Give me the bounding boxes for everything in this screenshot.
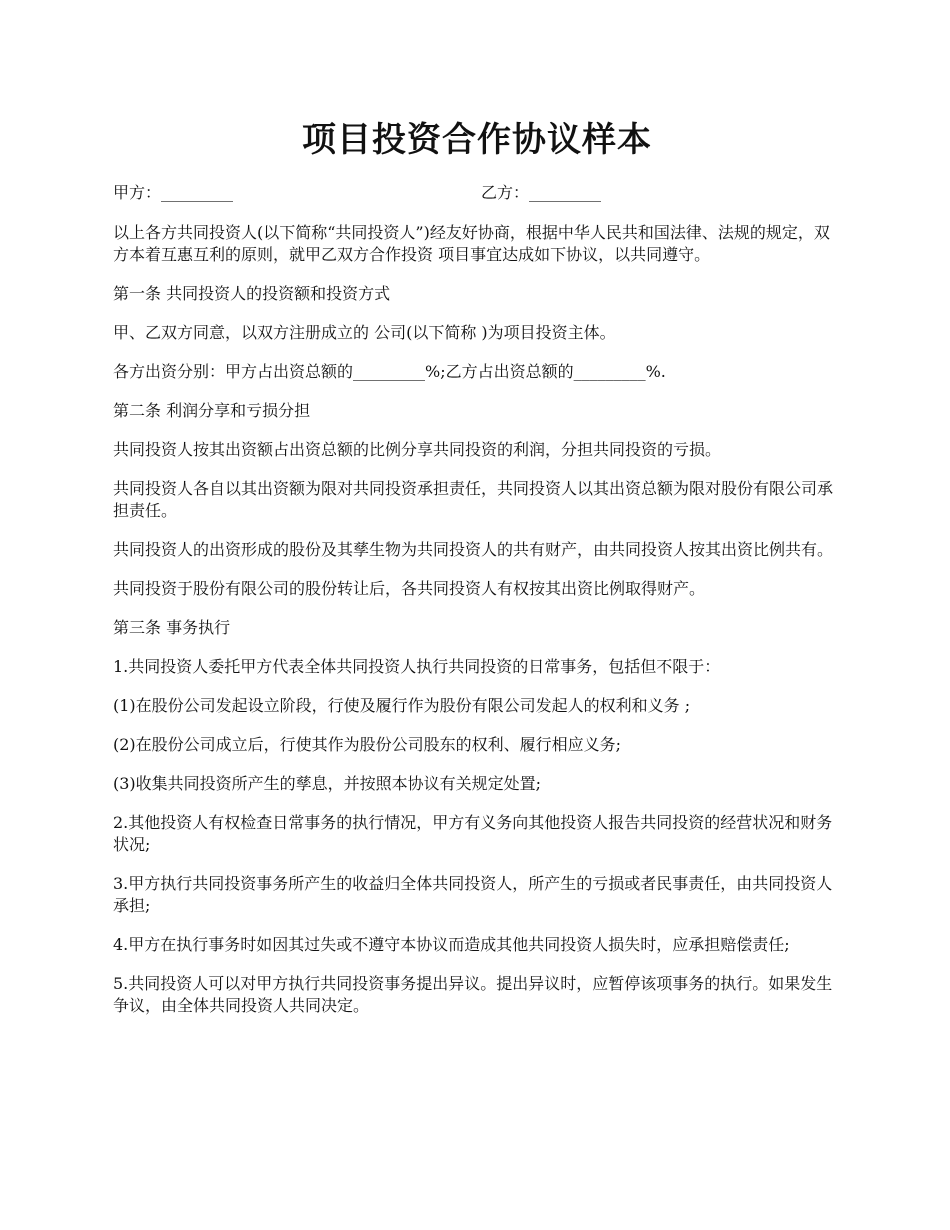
preamble-paragraph: 以上各方共同投资人(以下简称“共同投资人”)经友好协商，根据中华人民共和国法律、法规的规定，双方本着互惠互利的原则，就甲乙双方合作投资 项目事宜达成如下协议，以共同遵守。 xyxy=(113,223,830,264)
article-3-heading: 第三条 事务执行 xyxy=(113,618,231,637)
agreement-body xyxy=(113,222,841,1034)
article-3-item: 5.共同投资人可以对甲方执行共同投资事务提出异议。提出异议时，应暂停该项事务的执行。如果发生争议，由全体共同投资人共同决定。 xyxy=(113,974,833,1015)
article-2-heading: 第二条 利润分享和亏损分担 xyxy=(113,401,311,420)
article-3-subitem: (3)收集共同投资所产生的孳息，并按照本协议有关规定处置; xyxy=(113,774,542,793)
party-a-field: 甲方：_________ xyxy=(113,183,234,202)
party-b-field: 乙方：_________ xyxy=(481,183,602,202)
article-1-heading: 第一条 共同投资人的投资额和投资方式 xyxy=(113,284,391,303)
article-3-item: 3.甲方执行共同投资事务所产生的收益归全体共同投资人，所产生的亏损或者民事责任，由共同投资人承担; xyxy=(113,874,833,915)
article-3-subitem: (2)在股份公司成立后，行使其作为股份公司股东的权利、履行相应义务; xyxy=(113,735,622,754)
article-2-paragraph: 共同投资人的出资形成的股份及其孳生物为共同投资人的共有财产，由共同投资人按其出资比例共有。 xyxy=(113,540,834,559)
article-3-item: 2.其他投资人有权检查日常事务的执行情况，甲方有义务向其他投资人报告共同投资的经营状况和财务状况; xyxy=(113,813,833,854)
article-3-subitem: (1)在股份公司发起设立阶段，行使及履行作为股份有限公司发起人的权利和义务 ; xyxy=(113,696,691,715)
article-3-item: 4.甲方在执行事务时如因其过失或不遵守本协议而造成其他共同投资人损失时，应承担赔偿责任; xyxy=(113,935,790,954)
article-1-paragraph: 各方出资分别：甲方占出资总额的_________%;乙方占出资总额的_________%. xyxy=(113,362,666,381)
document-title: 项目投资合作协议样本 xyxy=(302,120,652,160)
article-3-item: 1.共同投资人委托甲方代表全体共同投资人执行共同投资的日常事务，包括但不限于： xyxy=(113,657,721,676)
article-2-paragraph: 共同投资人各自以其出资额为限对共同投资承担责任，共同投资人以其出资总额为限对股份有限公司承担责任。 xyxy=(113,479,834,520)
article-2-paragraph: 共同投资人按其出资额占出资总额的比例分享共同投资的利润，分担共同投资的亏损。 xyxy=(113,440,722,459)
article-2-paragraph: 共同投资于股份有限公司的股份转让后，各共同投资人有权按其出资比例取得财产。 xyxy=(113,579,706,598)
article-1-paragraph: 甲、乙双方同意，以双方注册成立的 公司(以下简称 )为项目投资主体。 xyxy=(113,323,616,342)
parties-line xyxy=(113,180,841,204)
